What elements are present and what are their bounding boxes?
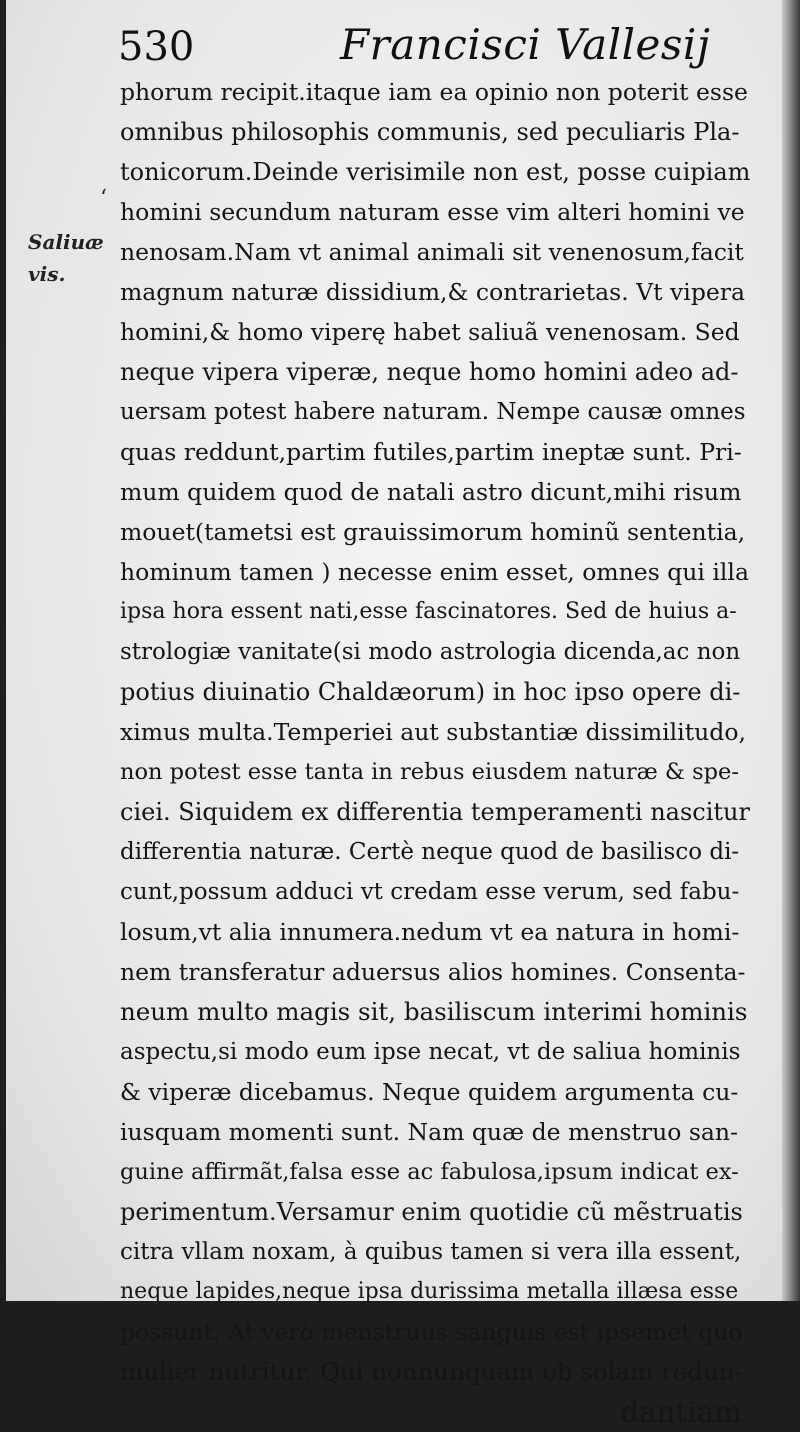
- text-line: ipsa hora essent nati,esse fascinatores. Sed de huius a-: [120, 599, 737, 624]
- text-line: ciei. Siquidem ex differentia temperamenti nascitur: [120, 798, 750, 826]
- text-line: quas reddunt,partim futiles,partim ineptæ sunt. Pri-: [120, 438, 742, 466]
- text-line: uersam potest habere naturam. Nempe causæ omnes: [120, 399, 746, 425]
- text-line: ximus multa.Temperiei aut substantiæ dissimilitudo,: [120, 718, 746, 746]
- text-line: potius diuinatio Chaldæorum) in hoc ipso opere di-: [120, 678, 741, 706]
- text-line: cunt,possum adduci vt credam esse verum, sed fabu-: [120, 879, 740, 905]
- page-header: [0, 18, 800, 78]
- page-gutter-shadow: [782, 0, 800, 1301]
- text-line: iusquam momenti sunt. Nam quæ de menstruo san-: [120, 1118, 738, 1146]
- text-line: mouet(tametsi est grauissimorum hominũ sententia,: [120, 518, 746, 546]
- text-line: guine affirmãt,falsa esse ac fabulosa,ipsum indicat ex-: [120, 1159, 739, 1185]
- text-line: nem transferatur aduersus alios homines. Consenta-: [120, 958, 746, 986]
- text-line: neque vipera viperæ, neque homo homini adeo ad-: [120, 358, 739, 386]
- text-line: mulier nutritur. Qui nonnunquam ob solam redun-: [120, 1357, 743, 1386]
- body-text: [120, 72, 750, 1432]
- text-line: citra vllam noxam, à quibus tamen si vera illa essent,: [120, 1239, 742, 1265]
- catchword: dantiam: [620, 1395, 742, 1429]
- text-line: omnibus philosophis communis, sed peculiaris Pla-: [120, 118, 740, 146]
- text-line: perimentum.Versamur enim quotidie cũ mẽstruatis: [120, 1198, 743, 1226]
- page-number: 530: [118, 24, 195, 70]
- text-line: homini,& homo viperę habet saliuã venenosam. Sed: [120, 318, 740, 346]
- text-line: non potest esse tanta in rebus eiusdem naturæ & spe-: [120, 759, 739, 785]
- text-line: losum,vt alia innumera.nedum vt ea natura in homi-: [120, 918, 740, 946]
- text-line: nenosam.Nam vt animal animali sit venenosum,facit: [120, 238, 744, 266]
- text-line: hominum tamen ) necesse enim esset, omnes qui illa: [120, 558, 749, 586]
- text-line: homini secundum naturam esse vim alteri homini ve: [120, 198, 745, 226]
- margin-note: vis.: [28, 262, 66, 286]
- text-line: & viperæ dicebamus. Neque quidem argumenta cu-: [120, 1078, 739, 1106]
- text-line: tonicorum.Deinde verisimile non est, posse cuipiam: [120, 158, 750, 186]
- margin-note: Saliuæ: [28, 230, 104, 254]
- text-line: neum multo magis sit, basiliscum interimi hominis: [120, 997, 748, 1026]
- margin-mark: ‘: [100, 186, 107, 211]
- text-line: possunt. At verò menstruus sanguis est ipsemet quo: [120, 1318, 743, 1346]
- text-line: differentia naturæ. Certè neque quod de basilisco di-: [120, 839, 740, 865]
- text-line: strologiæ vanitate(si modo astrologia dicenda,ac non: [120, 639, 741, 665]
- text-line: aspectu,si modo eum ipse necat, vt de saliua hominis: [120, 1039, 741, 1065]
- text-line: mum quidem quod de natali astro dicunt,mihi risum: [120, 478, 742, 506]
- running-head: Francisci Vallesij: [340, 20, 711, 69]
- text-line: magnum naturæ dissidium,& contrarietas. Vt vipera: [120, 278, 746, 306]
- text-line: phorum recipit.itaque iam ea opinio non poterit esse: [120, 78, 748, 106]
- text-line: neque lapides,neque ipsa durissima metalla illæsa esse: [120, 1279, 739, 1304]
